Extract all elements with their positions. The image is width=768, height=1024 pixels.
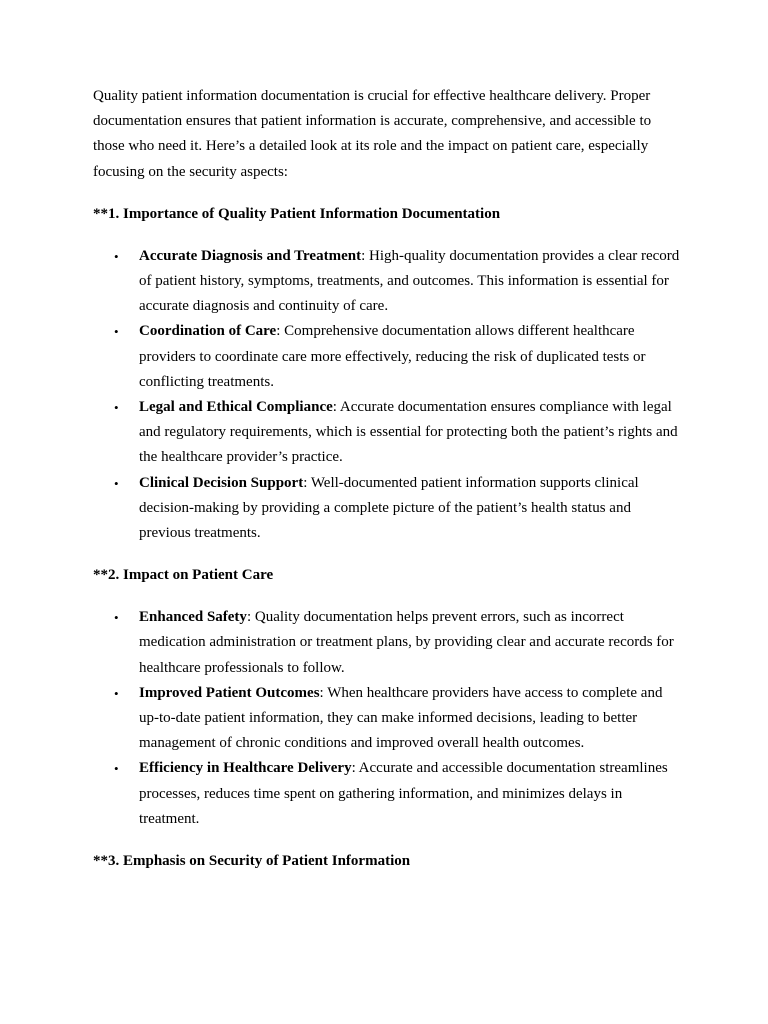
intro-paragraph: Quality patient information documentation is crucial for effective healthcare delivery. Proper documentation ensures that patient information is accurate, comprehensive, and accessible to those who need it. Here’s a detailed look at its role and the impact on patient care, especially focusing on the security aspects: bbox=[93, 88, 652, 180]
importance-bullet-list bbox=[93, 244, 683, 546]
list-item-text: : High-quality documentation provides a clear record of patient history, symptoms, treatments, and outcomes. This information is essential for accurate diagnosis and continuity of care. bbox=[139, 247, 680, 315]
list-item-text: : Well-documented patient information supports clinical decision-making by providing a complete picture of the patient’s health status and previous treatments. bbox=[139, 474, 639, 542]
list-item-term: Efficiency in Healthcare Delivery bbox=[139, 760, 352, 777]
list-item-term: Clinical Decision Support bbox=[139, 474, 304, 491]
list-item-text: : Accurate and accessible documentation streamlines processes, reduces time spent on gathering information, and minimizes delays in treatment. bbox=[139, 760, 668, 827]
list-item-term: Coordination of Care bbox=[139, 323, 277, 340]
bullet-icon: • bbox=[114, 400, 119, 416]
document-page bbox=[93, 84, 683, 874]
list-item-term: Accurate Diagnosis and Treatment bbox=[139, 247, 362, 264]
list-item bbox=[93, 395, 683, 471]
list-item-term: Enhanced Safety bbox=[139, 609, 247, 626]
list-item bbox=[93, 756, 683, 832]
list-item-text: : Quality documentation helps prevent errors, such as incorrect medication administration or treatment plans, by providing clear and accurate records for healthcare professionals to follow. bbox=[139, 609, 674, 676]
bullet-icon: • bbox=[114, 761, 119, 777]
list-item-text: : Accurate documentation ensures compliance with legal and regulatory requirements, which is essential for protecting both the patient’s rights and the healthcare provider’s practice. bbox=[139, 399, 678, 466]
list-item-term: Improved Patient Outcomes bbox=[139, 684, 320, 701]
bullet-icon: • bbox=[114, 475, 119, 491]
bullet-icon: • bbox=[114, 324, 119, 340]
impact-bullet-list bbox=[93, 605, 683, 832]
list-item bbox=[93, 244, 683, 320]
list-item-term: Legal and Ethical Compliance bbox=[139, 399, 333, 416]
section-heading-security: **3. Emphasis on Security of Patient Information bbox=[93, 853, 411, 870]
list-item-text: : Comprehensive documentation allows different healthcare providers to coordinate care more effectively, reducing the risk of duplicated tests or conflicting treatments. bbox=[139, 323, 646, 390]
bullet-icon: • bbox=[114, 685, 119, 701]
section-heading-importance: **1. Importance of Quality Patient Information Documentation bbox=[93, 205, 501, 222]
section-heading-impact: **2. Impact on Patient Care bbox=[93, 567, 274, 584]
list-item bbox=[93, 319, 683, 395]
bullet-icon: • bbox=[114, 610, 119, 626]
list-item bbox=[93, 471, 683, 547]
list-item-text: : When healthcare providers have access to complete and up-to-date patient information, they can make informed decisions, leading to better management of chronic conditions and improved overall health outcomes. bbox=[139, 684, 663, 752]
list-item bbox=[93, 681, 683, 757]
bullet-icon: • bbox=[114, 248, 119, 264]
list-item bbox=[93, 605, 683, 681]
